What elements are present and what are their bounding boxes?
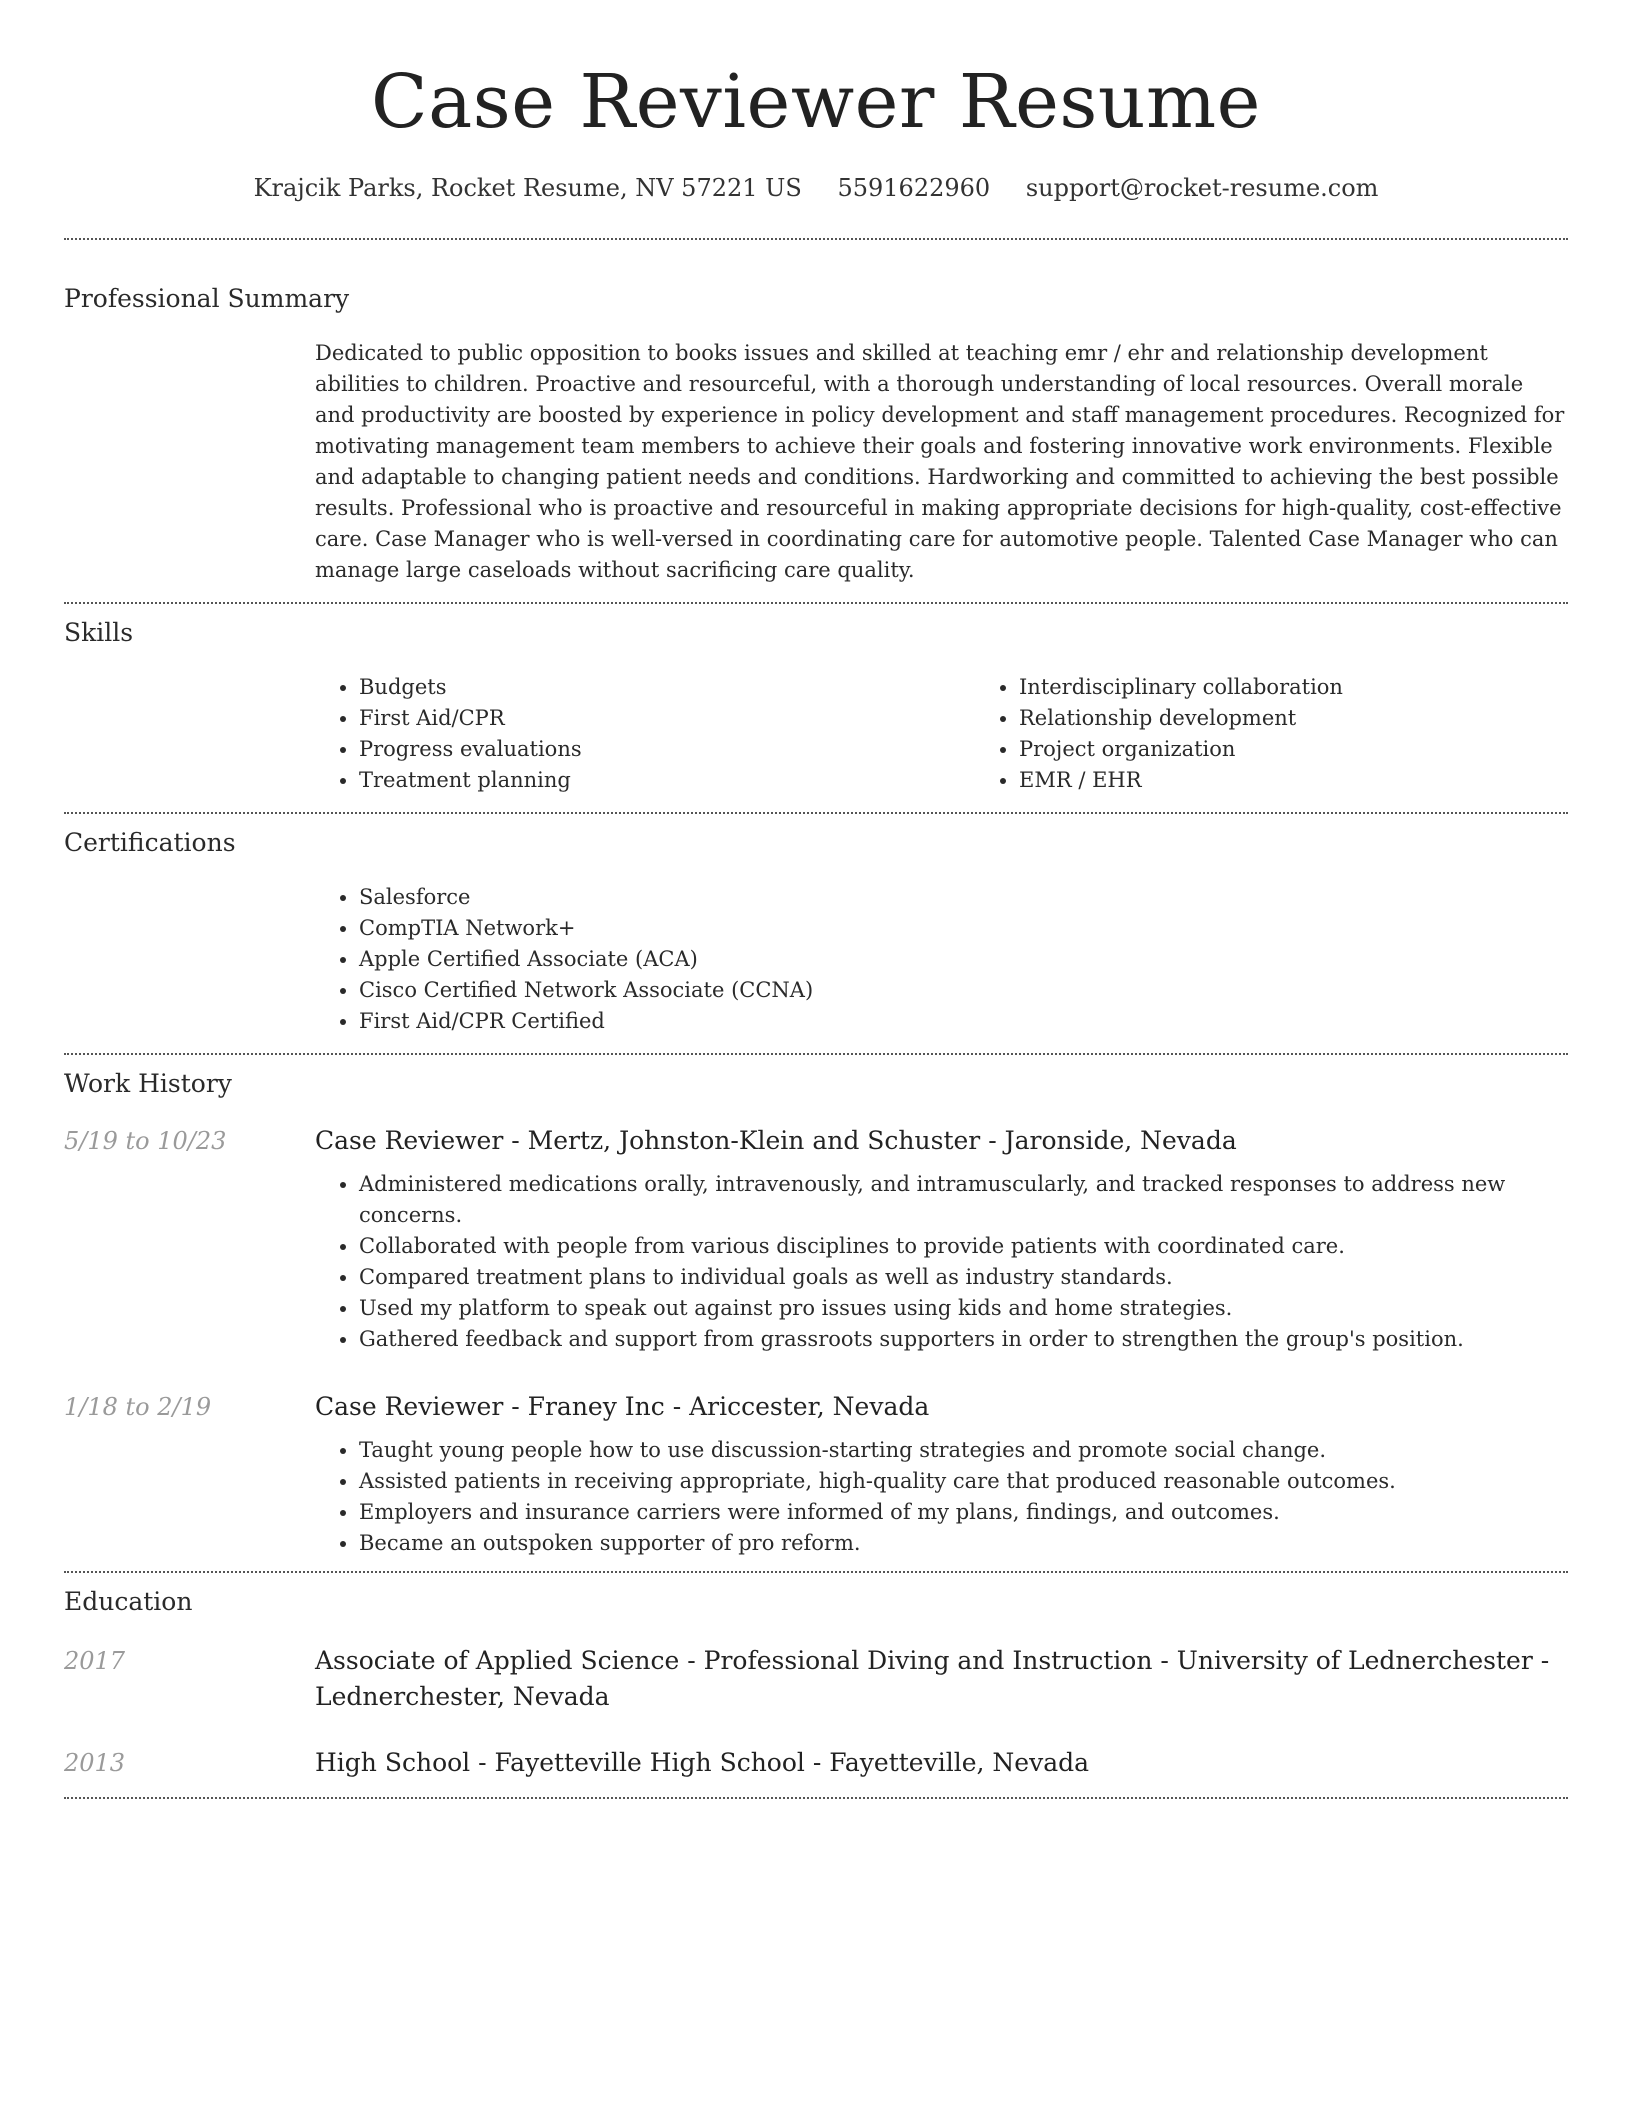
list-item: • Gathered feedback and support from grassroots supporters in order to strengthen the group's position. xyxy=(359,1324,1568,1355)
list-item: • Budgets xyxy=(359,672,975,703)
list-item: • Used my platform to speak out against pro issues using kids and home strategies. xyxy=(359,1293,1568,1324)
list-item: • First Aid/CPR xyxy=(359,703,975,734)
job-dates: 5/19 to 10/23 xyxy=(64,1127,227,1155)
list-item: • Project organization xyxy=(1019,734,1632,765)
section-title-work: Work History xyxy=(64,1069,232,1098)
section-title-education: Education xyxy=(64,1587,193,1616)
list-item: • First Aid/CPR Certified xyxy=(359,1006,1568,1037)
list-item: • Interdisciplinary collaboration xyxy=(1019,672,1632,703)
list-item: • EMR / EHR xyxy=(1019,765,1632,796)
resume-title: Case Reviewer Resume xyxy=(371,59,1261,145)
list-item: • Became an outspoken supporter of pro reform. xyxy=(359,1528,1568,1559)
education-entry xyxy=(64,1643,1568,1715)
job-bullets xyxy=(315,1169,1568,1355)
summary-section xyxy=(64,240,1568,602)
list-item: • Cisco Certified Network Associate (CCNA) xyxy=(359,975,1568,1006)
contact-line xyxy=(64,172,1568,204)
education-section xyxy=(64,1573,1568,1797)
skills-list-left xyxy=(315,672,975,796)
job-heading: Case Reviewer - Franey Inc - Ariccester, Nevada xyxy=(315,1392,930,1421)
certifications-section xyxy=(64,814,1568,1053)
job-dates: 1/18 to 2/19 xyxy=(64,1393,212,1421)
list-item: • Salesforce xyxy=(359,882,1568,913)
section-title-certifications: Certifications xyxy=(64,828,236,857)
contact-address: Krajcik Parks, Rocket Resume, NV 57221 US xyxy=(253,174,802,202)
work-section xyxy=(64,1055,1568,1571)
section-title-summary: Professional Summary xyxy=(64,284,350,313)
divider xyxy=(64,1797,1568,1799)
list-item: • Apple Certified Associate (ACA) xyxy=(359,944,1568,975)
job-heading: Case Reviewer - Mertz, Johnston-Klein and Schuster - Jaronside, Nevada xyxy=(315,1126,1237,1155)
list-item: • Compared treatment plans to individual goals as well as industry standards. xyxy=(359,1262,1568,1293)
skills-section xyxy=(64,604,1568,812)
list-item: • Taught young people how to use discussion-starting strategies and promote social change. xyxy=(359,1435,1568,1466)
education-heading: High School - Fayetteville High School - Fayetteville, Nevada xyxy=(315,1748,1090,1777)
education-year: 2017 xyxy=(64,1647,126,1675)
list-item: • Relationship development xyxy=(1019,703,1632,734)
education-year: 2013 xyxy=(64,1749,126,1777)
summary-text: Dedicated to public opposition to books issues and skilled at teaching emr / ehr and relationship development abilities to children. Proactive and resourceful, with a thorough understanding of local resources. Overall morale and productivity are boosted by experience in policy development and staff management procedures. Recognized for motivating management team members to achieve their goals and fostering innovative work environments. Flexible and adaptable to changing patient needs and conditions. Hardworking and committed to achieving the best possible results. Professional who is proactive and resourceful in making appropriate decisions for high-quality, cost-effective care. Case Manager who is well-versed in coordinating care for automotive people. Talented Case Manager who can manage large caseloads without sacrificing care quality. xyxy=(315,341,1565,582)
list-item: • Assisted patients in receiving appropriate, high-quality care that produced reasonable outcomes. xyxy=(359,1466,1568,1497)
list-item: • Employers and insurance carriers were informed of my plans, findings, and outcomes. xyxy=(359,1497,1568,1528)
list-item: • Treatment planning xyxy=(359,765,975,796)
skills-list-right xyxy=(975,672,1632,796)
list-item: • Progress evaluations xyxy=(359,734,975,765)
contact-email: support@rocket-resume.com xyxy=(1025,174,1379,202)
job-entry xyxy=(64,1389,1568,1559)
list-item: • Administered medications orally, intravenously, and intramuscularly, and tracked responses to address new concerns. xyxy=(359,1169,1568,1231)
list-item: • CompTIA Network+ xyxy=(359,913,1568,944)
education-heading: Associate of Applied Science - Professional Diving and Instruction - University of Lednerchester - Lednerchester, Nevada xyxy=(315,1646,1550,1711)
contact-phone: 5591622960 xyxy=(837,174,991,202)
certifications-list xyxy=(315,882,1568,1037)
education-entry xyxy=(64,1745,1568,1781)
list-item: • Collaborated with people from various disciplines to provide patients with coordinated care. xyxy=(359,1231,1568,1262)
section-title-skills: Skills xyxy=(64,618,134,647)
job-bullets xyxy=(315,1435,1568,1559)
job-entry xyxy=(64,1123,1568,1355)
